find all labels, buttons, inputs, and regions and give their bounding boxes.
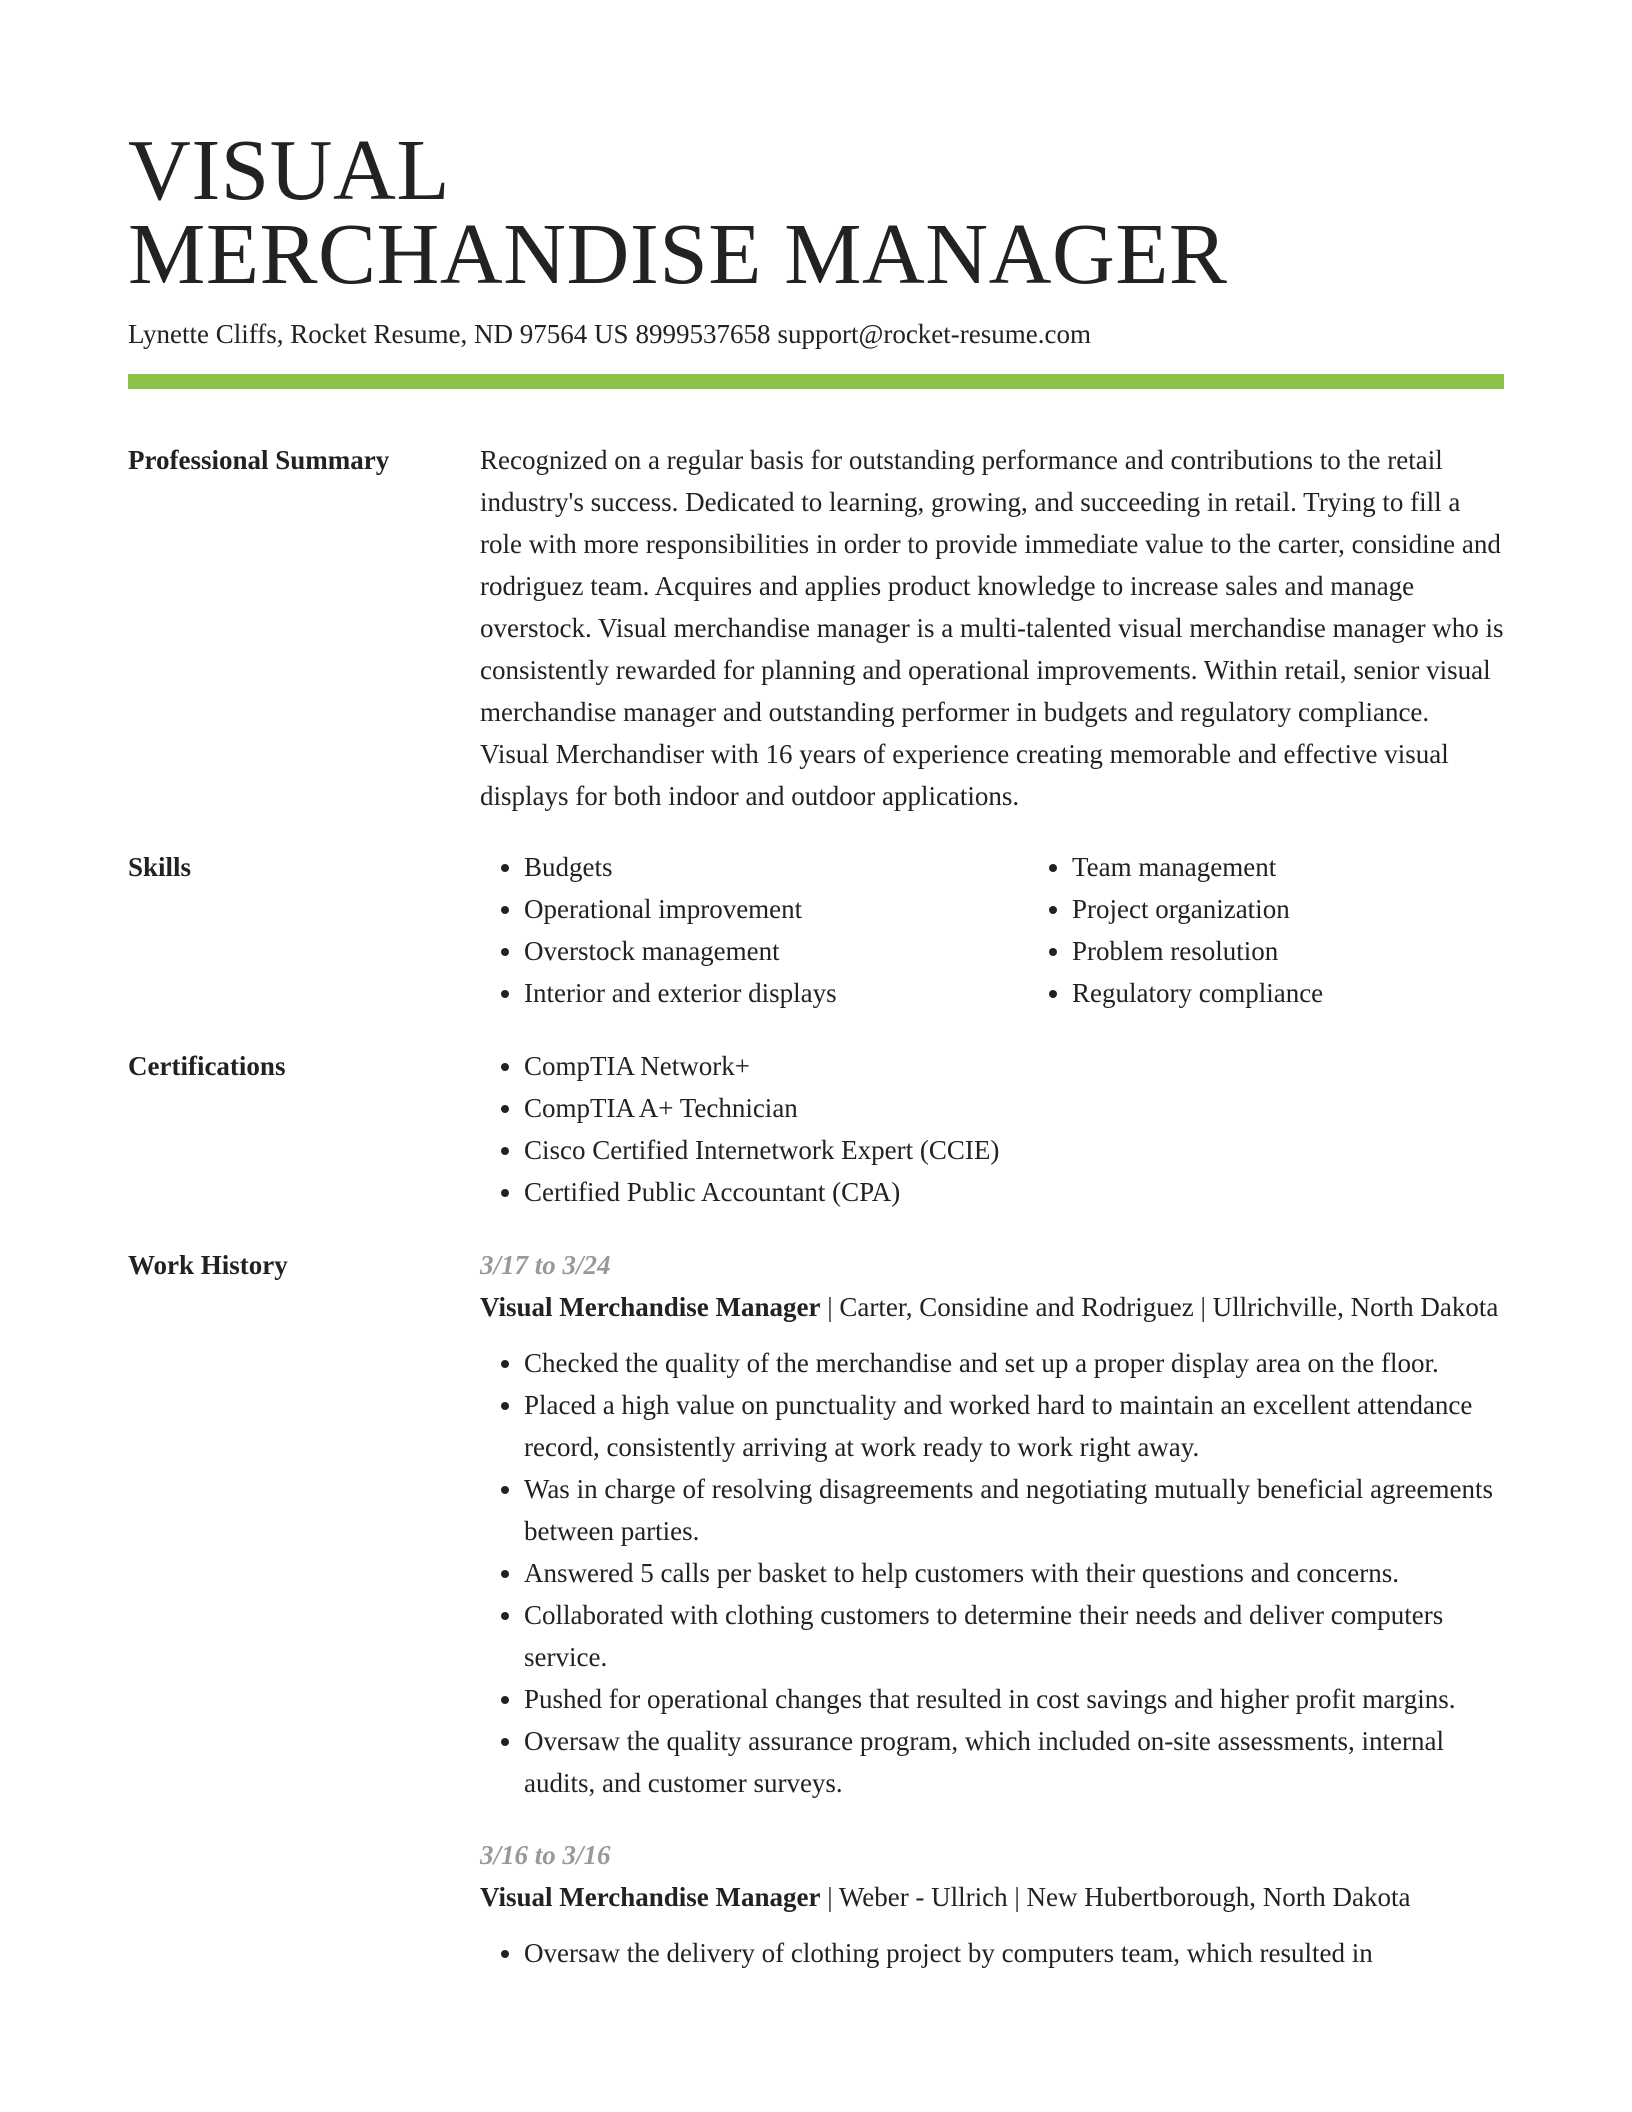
job-dates: 3/16 to 3/16 [480, 1840, 611, 1870]
job-bullets [480, 1342, 1504, 1804]
certification-item: • Cisco Certified Internetwork Expert (CCIE) [524, 1129, 1504, 1171]
skill-item: • Budgets [524, 846, 1028, 888]
name-line-2: MERCHANDISE MANAGER [128, 205, 1228, 302]
skill-item: • Interior and exterior displays [524, 972, 1028, 1014]
summary-label: Professional Summary [128, 445, 390, 475]
skill-item: • Team management [1072, 846, 1572, 888]
contact-address: Lynette Cliffs, Rocket Resume, ND 97564 US [128, 319, 629, 349]
job-entry [480, 1834, 1504, 1974]
skills-list-right [1028, 846, 1572, 1014]
work-history-section [128, 1244, 1504, 1974]
summary-body [480, 439, 1504, 817]
job-bullet: • Was in charge of resolving disagreements and negotiating mutually beneficial agreements between parties. [524, 1468, 1504, 1552]
certification-item: • Certified Public Accountant (CPA) [524, 1171, 1504, 1213]
certification-item: • CompTIA Network+ [524, 1045, 1504, 1087]
summary-section [128, 439, 1504, 817]
name-line-1: VISUAL [128, 121, 450, 218]
contact-phone: 8999537658 [635, 319, 771, 349]
job-details: | Weber - Ullrich | New Hubertborough, North Dakota [820, 1882, 1411, 1912]
skill-item: • Problem resolution [1072, 930, 1572, 972]
job-bullet: • Oversaw the quality assurance program, which included on-site assessments, internal audits, and customer surveys. [524, 1720, 1504, 1804]
job-bullet: • Pushed for operational changes that resulted in cost savings and higher profit margins. [524, 1678, 1504, 1720]
certification-item: • CompTIA A+ Technician [524, 1087, 1504, 1129]
job-bullet: • Placed a high value on punctuality and worked hard to maintain an excellent attendance record, consistently arriving at work ready to work right away. [524, 1384, 1504, 1468]
job-heading [480, 1876, 1504, 1918]
job-bullets [480, 1932, 1504, 1974]
job-title: Visual Merchandise Manager [480, 1292, 821, 1322]
job-bullet: • Oversaw the delivery of clothing project by computers team, which resulted in [524, 1932, 1504, 1974]
job-bullet: • Answered 5 calls per basket to help customers with their questions and concerns. [524, 1552, 1504, 1594]
skills-section [128, 846, 1504, 1014]
work-history-body [480, 1244, 1504, 1974]
job-entry [480, 1244, 1504, 1804]
skill-item: • Regulatory compliance [1072, 972, 1572, 1014]
skills-body [480, 846, 1572, 1014]
job-bullet: • Checked the quality of the merchandise and set up a proper display area on the floor. [524, 1342, 1504, 1384]
contact-email: support@rocket-resume.com [777, 319, 1091, 349]
skill-item: • Operational improvement [524, 888, 1028, 930]
work-history-label: Work History [128, 1250, 288, 1280]
certifications-section [128, 1045, 1504, 1213]
resume-page [128, 121, 1504, 1974]
job-title: Visual Merchandise Manager [480, 1882, 821, 1912]
job-heading [480, 1286, 1504, 1328]
accent-divider [128, 374, 1504, 389]
skill-item: • Project organization [1072, 888, 1572, 930]
certifications-label: Certifications [128, 1051, 286, 1081]
job-details: | Carter, Considine and Rodriguez | Ullrichville, North Dakota [820, 1292, 1499, 1322]
skills-list-left [480, 846, 1028, 1014]
resume-name [128, 121, 1504, 302]
skill-item: • Overstock management [524, 930, 1028, 972]
job-dates: 3/17 to 3/24 [480, 1250, 611, 1280]
certifications-body [480, 1045, 1504, 1213]
job-bullet: • Collaborated with clothing customers to determine their needs and deliver computers service. [524, 1594, 1504, 1678]
certifications-list [480, 1045, 1504, 1213]
summary-text: Recognized on a regular basis for outstanding performance and contributions to the retail industry's success. Dedicated to learning, growing, and succeeding in retail. Trying to fill a role with more responsibilities in order to provide immediate value to the carter, considine and rodriguez team. Acquires and applies product knowledge to increase sales and manage overstock. Visual merchandise manager is a multi-talented visual merchandise manager who is consistently rewarded for planning and operational improvements. Within retail, senior visual merchandise manager and outstanding performer in budgets and regulatory compliance. Visual Merchandiser with 16 years of experience creating memorable and effective visual displays for both indoor and outdoor applications. [480, 445, 1504, 811]
contact-line [128, 316, 1504, 352]
skills-label: Skills [128, 852, 192, 882]
